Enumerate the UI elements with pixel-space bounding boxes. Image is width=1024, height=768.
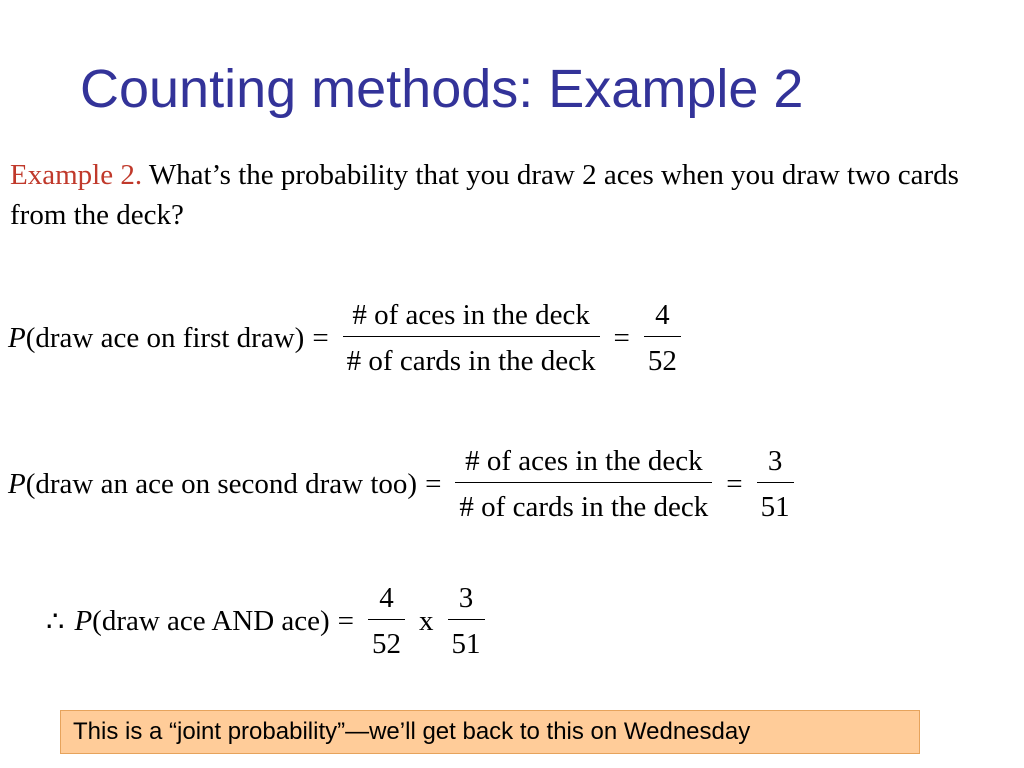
note-box: This is a “joint probability”—we’ll get back to this on Wednesday xyxy=(60,710,920,754)
eq2-value-num: 3 xyxy=(767,445,783,477)
therefore-symbol: ∴ xyxy=(46,605,65,638)
eq2-numerator: # of aces in the deck xyxy=(465,445,703,477)
eq2-value-fraction xyxy=(757,443,794,525)
eq1-lhs: (draw ace on first draw) xyxy=(25,321,305,354)
eq3-lhs: (draw ace AND ace) xyxy=(92,604,330,637)
eq2-equals-2: = xyxy=(726,467,743,500)
eq1-value-num: 4 xyxy=(655,299,670,331)
eq1-p-var: P xyxy=(8,321,26,354)
question-lead: Example 2. xyxy=(10,159,143,191)
eq1-equals: = xyxy=(312,321,329,354)
eq3-b-num: 3 xyxy=(458,582,474,614)
equation-first-draw xyxy=(8,297,687,379)
eq2-denominator: # of cards in the deck xyxy=(455,482,712,525)
eq1-equals-2: = xyxy=(613,321,630,354)
question-body: What’s the probability that you draw 2 aces when you draw two cards from the deck? xyxy=(10,159,959,231)
eq3-p-var: P xyxy=(74,604,93,637)
question-text xyxy=(10,155,1010,235)
eq3-equals: = xyxy=(337,604,355,637)
eq3-fraction-b xyxy=(448,580,485,662)
eq2-fraction xyxy=(455,443,712,525)
eq2-equals: = xyxy=(425,467,442,500)
eq1-numerator: # of aces in the deck xyxy=(352,299,590,331)
eq2-lhs: (draw an ace on second draw too) xyxy=(25,467,418,500)
eq3-b-den: 51 xyxy=(448,619,485,662)
eq3-fraction-a xyxy=(368,580,405,662)
eq1-fraction xyxy=(343,297,600,379)
eq1-value-fraction xyxy=(644,297,681,379)
equation-joint xyxy=(46,580,491,662)
equation-second-draw xyxy=(8,443,800,525)
eq2-value-den: 51 xyxy=(757,482,794,525)
eq3-times: x xyxy=(419,604,434,637)
eq3-a-num: 4 xyxy=(379,582,394,614)
eq1-value-den: 52 xyxy=(644,336,681,379)
eq3-a-den: 52 xyxy=(368,619,405,662)
eq2-p-var: P xyxy=(8,467,26,500)
eq1-denominator: # of cards in the deck xyxy=(343,336,600,379)
slide-title: Counting methods: Example 2 xyxy=(80,59,804,119)
